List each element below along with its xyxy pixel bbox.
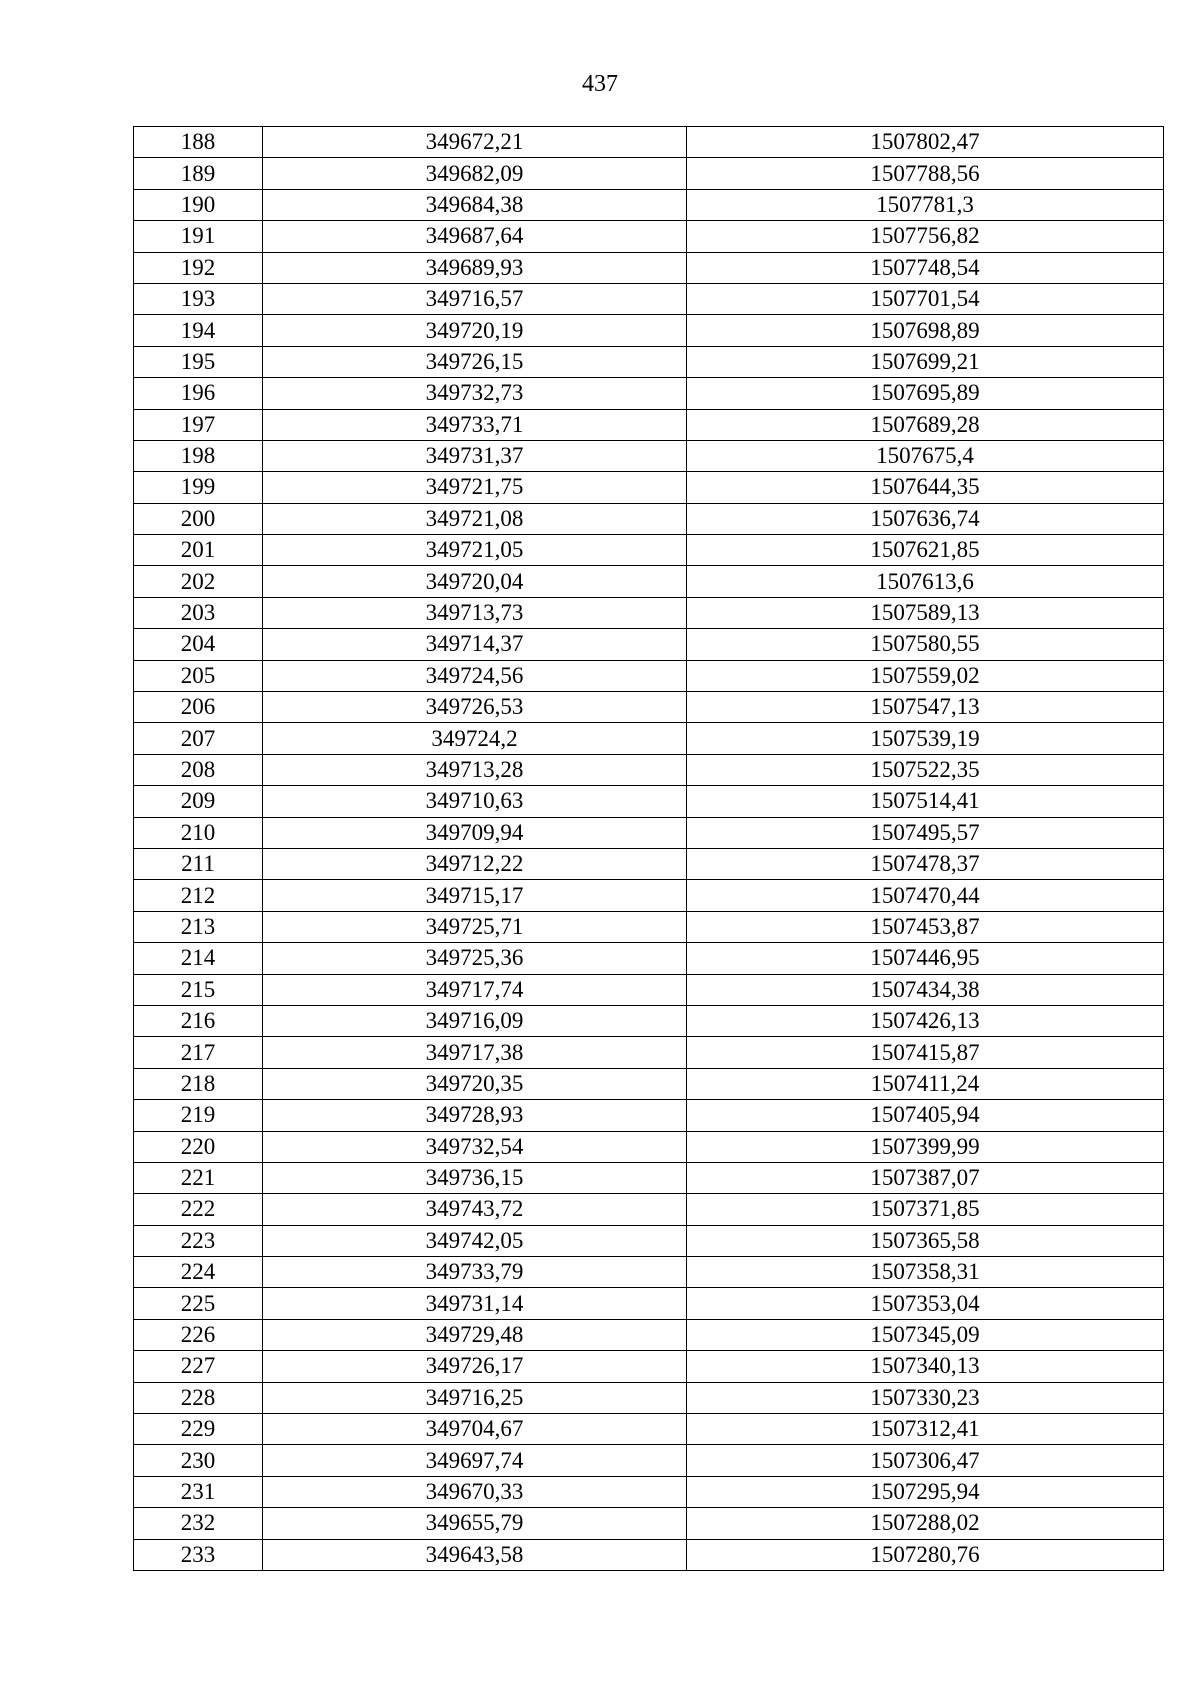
point-number-cell: 190: [134, 189, 263, 220]
point-number-cell: 231: [134, 1476, 263, 1507]
x-coordinate-cell: 349713,28: [263, 754, 687, 785]
table-row: [134, 1194, 1164, 1225]
table-row: [134, 629, 1164, 660]
y-coordinate-cell: 1507802,47: [687, 127, 1164, 158]
x-coordinate-cell: 349721,75: [263, 472, 687, 503]
point-number-cell: 220: [134, 1131, 263, 1162]
x-coordinate-cell: 349726,15: [263, 346, 687, 377]
y-coordinate-cell: 1507446,95: [687, 943, 1164, 974]
table-row: [134, 221, 1164, 252]
x-coordinate-cell: 349672,21: [263, 127, 687, 158]
table-row: [134, 409, 1164, 440]
y-coordinate-cell: 1507330,23: [687, 1382, 1164, 1413]
point-number-cell: 216: [134, 1005, 263, 1036]
x-coordinate-cell: 349717,38: [263, 1037, 687, 1068]
y-coordinate-cell: 1507411,24: [687, 1068, 1164, 1099]
y-coordinate-cell: 1507698,89: [687, 315, 1164, 346]
table-row: [134, 440, 1164, 471]
table-row: [134, 346, 1164, 377]
point-number-cell: 213: [134, 911, 263, 942]
y-coordinate-cell: 1507453,87: [687, 911, 1164, 942]
x-coordinate-cell: 349715,17: [263, 880, 687, 911]
y-coordinate-cell: 1507514,41: [687, 786, 1164, 817]
point-number-cell: 229: [134, 1414, 263, 1445]
table-row: [134, 1288, 1164, 1319]
x-coordinate-cell: 349731,37: [263, 440, 687, 471]
x-coordinate-cell: 349682,09: [263, 158, 687, 189]
coordinates-table-body: [134, 127, 1164, 1571]
x-coordinate-cell: 349720,04: [263, 566, 687, 597]
y-coordinate-cell: 1507756,82: [687, 221, 1164, 252]
point-number-cell: 218: [134, 1068, 263, 1099]
table-row: [134, 283, 1164, 314]
y-coordinate-cell: 1507426,13: [687, 1005, 1164, 1036]
point-number-cell: 215: [134, 974, 263, 1005]
y-coordinate-cell: 1507288,02: [687, 1508, 1164, 1539]
table-row: [134, 1508, 1164, 1539]
x-coordinate-cell: 349736,15: [263, 1162, 687, 1193]
table-row: [134, 1005, 1164, 1036]
x-coordinate-cell: 349712,22: [263, 848, 687, 879]
table-row: [134, 503, 1164, 534]
point-number-cell: 200: [134, 503, 263, 534]
table-row: [134, 1414, 1164, 1445]
table-row: [134, 158, 1164, 189]
point-number-cell: 210: [134, 817, 263, 848]
point-number-cell: 208: [134, 754, 263, 785]
table-row: [134, 1131, 1164, 1162]
point-number-cell: 205: [134, 660, 263, 691]
y-coordinate-cell: 1507781,3: [687, 189, 1164, 220]
y-coordinate-cell: 1507644,35: [687, 472, 1164, 503]
x-coordinate-cell: 349731,14: [263, 1288, 687, 1319]
x-coordinate-cell: 349716,25: [263, 1382, 687, 1413]
x-coordinate-cell: 349689,93: [263, 252, 687, 283]
point-number-cell: 195: [134, 346, 263, 377]
table-row: [134, 1225, 1164, 1256]
table-row: [134, 252, 1164, 283]
x-coordinate-cell: 349655,79: [263, 1508, 687, 1539]
y-coordinate-cell: 1507689,28: [687, 409, 1164, 440]
x-coordinate-cell: 349721,05: [263, 535, 687, 566]
y-coordinate-cell: 1507387,07: [687, 1162, 1164, 1193]
table-row: [134, 535, 1164, 566]
point-number-cell: 188: [134, 127, 263, 158]
table-row: [134, 127, 1164, 158]
x-coordinate-cell: 349725,71: [263, 911, 687, 942]
y-coordinate-cell: 1507405,94: [687, 1100, 1164, 1131]
x-coordinate-cell: 349725,36: [263, 943, 687, 974]
table-row: [134, 1068, 1164, 1099]
x-coordinate-cell: 349733,79: [263, 1257, 687, 1288]
x-coordinate-cell: 349729,48: [263, 1319, 687, 1350]
x-coordinate-cell: 349721,08: [263, 503, 687, 534]
x-coordinate-cell: 349716,57: [263, 283, 687, 314]
y-coordinate-cell: 1507495,57: [687, 817, 1164, 848]
table-row: [134, 472, 1164, 503]
point-number-cell: 224: [134, 1257, 263, 1288]
y-coordinate-cell: 1507701,54: [687, 283, 1164, 314]
x-coordinate-cell: 349720,19: [263, 315, 687, 346]
point-number-cell: 217: [134, 1037, 263, 1068]
y-coordinate-cell: 1507371,85: [687, 1194, 1164, 1225]
x-coordinate-cell: 349732,54: [263, 1131, 687, 1162]
y-coordinate-cell: 1507434,38: [687, 974, 1164, 1005]
table-row: [134, 754, 1164, 785]
table-row: [134, 1162, 1164, 1193]
x-coordinate-cell: 349726,17: [263, 1351, 687, 1382]
point-number-cell: 202: [134, 566, 263, 597]
point-number-cell: 214: [134, 943, 263, 974]
x-coordinate-cell: 349709,94: [263, 817, 687, 848]
table-row: [134, 597, 1164, 628]
table-row: [134, 943, 1164, 974]
point-number-cell: 221: [134, 1162, 263, 1193]
table-row: [134, 1476, 1164, 1507]
point-number-cell: 227: [134, 1351, 263, 1382]
table-row: [134, 1382, 1164, 1413]
point-number-cell: 191: [134, 221, 263, 252]
y-coordinate-cell: 1507699,21: [687, 346, 1164, 377]
point-number-cell: 232: [134, 1508, 263, 1539]
point-number-cell: 233: [134, 1539, 263, 1570]
point-number-cell: 206: [134, 692, 263, 723]
point-number-cell: 196: [134, 378, 263, 409]
table-row: [134, 189, 1164, 220]
x-coordinate-cell: 349684,38: [263, 189, 687, 220]
x-coordinate-cell: 349728,93: [263, 1100, 687, 1131]
table-row: [134, 1319, 1164, 1350]
x-coordinate-cell: 349643,58: [263, 1539, 687, 1570]
y-coordinate-cell: 1507345,09: [687, 1319, 1164, 1350]
x-coordinate-cell: 349710,63: [263, 786, 687, 817]
y-coordinate-cell: 1507589,13: [687, 597, 1164, 628]
x-coordinate-cell: 349713,73: [263, 597, 687, 628]
coordinates-table: [133, 126, 1164, 1571]
x-coordinate-cell: 349704,67: [263, 1414, 687, 1445]
point-number-cell: 198: [134, 440, 263, 471]
y-coordinate-cell: 1507522,35: [687, 754, 1164, 785]
table-row: [134, 315, 1164, 346]
table-row: [134, 1539, 1164, 1570]
point-number-cell: 207: [134, 723, 263, 754]
point-number-cell: 230: [134, 1445, 263, 1476]
point-number-cell: 223: [134, 1225, 263, 1256]
table-row: [134, 1445, 1164, 1476]
x-coordinate-cell: 349743,72: [263, 1194, 687, 1225]
y-coordinate-cell: 1507470,44: [687, 880, 1164, 911]
y-coordinate-cell: 1507312,41: [687, 1414, 1164, 1445]
point-number-cell: 209: [134, 786, 263, 817]
y-coordinate-cell: 1507353,04: [687, 1288, 1164, 1319]
y-coordinate-cell: 1507399,99: [687, 1131, 1164, 1162]
point-number-cell: 192: [134, 252, 263, 283]
y-coordinate-cell: 1507788,56: [687, 158, 1164, 189]
table-row: [134, 911, 1164, 942]
y-coordinate-cell: 1507415,87: [687, 1037, 1164, 1068]
point-number-cell: 199: [134, 472, 263, 503]
point-number-cell: 225: [134, 1288, 263, 1319]
y-coordinate-cell: 1507340,13: [687, 1351, 1164, 1382]
x-coordinate-cell: 349724,2: [263, 723, 687, 754]
y-coordinate-cell: 1507547,13: [687, 692, 1164, 723]
y-coordinate-cell: 1507295,94: [687, 1476, 1164, 1507]
table-row: [134, 974, 1164, 1005]
x-coordinate-cell: 349716,09: [263, 1005, 687, 1036]
point-number-cell: 189: [134, 158, 263, 189]
y-coordinate-cell: 1507580,55: [687, 629, 1164, 660]
table-row: [134, 1257, 1164, 1288]
x-coordinate-cell: 349717,74: [263, 974, 687, 1005]
table-row: [134, 660, 1164, 691]
table-row: [134, 1037, 1164, 1068]
y-coordinate-cell: 1507478,37: [687, 848, 1164, 879]
y-coordinate-cell: 1507306,47: [687, 1445, 1164, 1476]
point-number-cell: 204: [134, 629, 263, 660]
point-number-cell: 226: [134, 1319, 263, 1350]
table-row: [134, 848, 1164, 879]
y-coordinate-cell: 1507365,58: [687, 1225, 1164, 1256]
point-number-cell: 219: [134, 1100, 263, 1131]
y-coordinate-cell: 1507621,85: [687, 535, 1164, 566]
x-coordinate-cell: 349670,33: [263, 1476, 687, 1507]
point-number-cell: 194: [134, 315, 263, 346]
x-coordinate-cell: 349733,71: [263, 409, 687, 440]
x-coordinate-cell: 349732,73: [263, 378, 687, 409]
y-coordinate-cell: 1507539,19: [687, 723, 1164, 754]
x-coordinate-cell: 349697,74: [263, 1445, 687, 1476]
x-coordinate-cell: 349714,37: [263, 629, 687, 660]
point-number-cell: 222: [134, 1194, 263, 1225]
y-coordinate-cell: 1507358,31: [687, 1257, 1164, 1288]
table-row: [134, 1100, 1164, 1131]
x-coordinate-cell: 349726,53: [263, 692, 687, 723]
point-number-cell: 197: [134, 409, 263, 440]
y-coordinate-cell: 1507748,54: [687, 252, 1164, 283]
table-row: [134, 378, 1164, 409]
table-row: [134, 723, 1164, 754]
x-coordinate-cell: 349742,05: [263, 1225, 687, 1256]
page-number: 437: [582, 71, 618, 97]
y-coordinate-cell: 1507636,74: [687, 503, 1164, 534]
table-row: [134, 1351, 1164, 1382]
point-number-cell: 203: [134, 597, 263, 628]
y-coordinate-cell: 1507695,89: [687, 378, 1164, 409]
y-coordinate-cell: 1507280,76: [687, 1539, 1164, 1570]
point-number-cell: 228: [134, 1382, 263, 1413]
y-coordinate-cell: 1507675,4: [687, 440, 1164, 471]
point-number-cell: 193: [134, 283, 263, 314]
y-coordinate-cell: 1507613,6: [687, 566, 1164, 597]
table-row: [134, 692, 1164, 723]
point-number-cell: 201: [134, 535, 263, 566]
point-number-cell: 212: [134, 880, 263, 911]
table-row: [134, 817, 1164, 848]
y-coordinate-cell: 1507559,02: [687, 660, 1164, 691]
x-coordinate-cell: 349724,56: [263, 660, 687, 691]
table-row: [134, 880, 1164, 911]
point-number-cell: 211: [134, 848, 263, 879]
table-row: [134, 566, 1164, 597]
x-coordinate-cell: 349720,35: [263, 1068, 687, 1099]
x-coordinate-cell: 349687,64: [263, 221, 687, 252]
table-row: [134, 786, 1164, 817]
